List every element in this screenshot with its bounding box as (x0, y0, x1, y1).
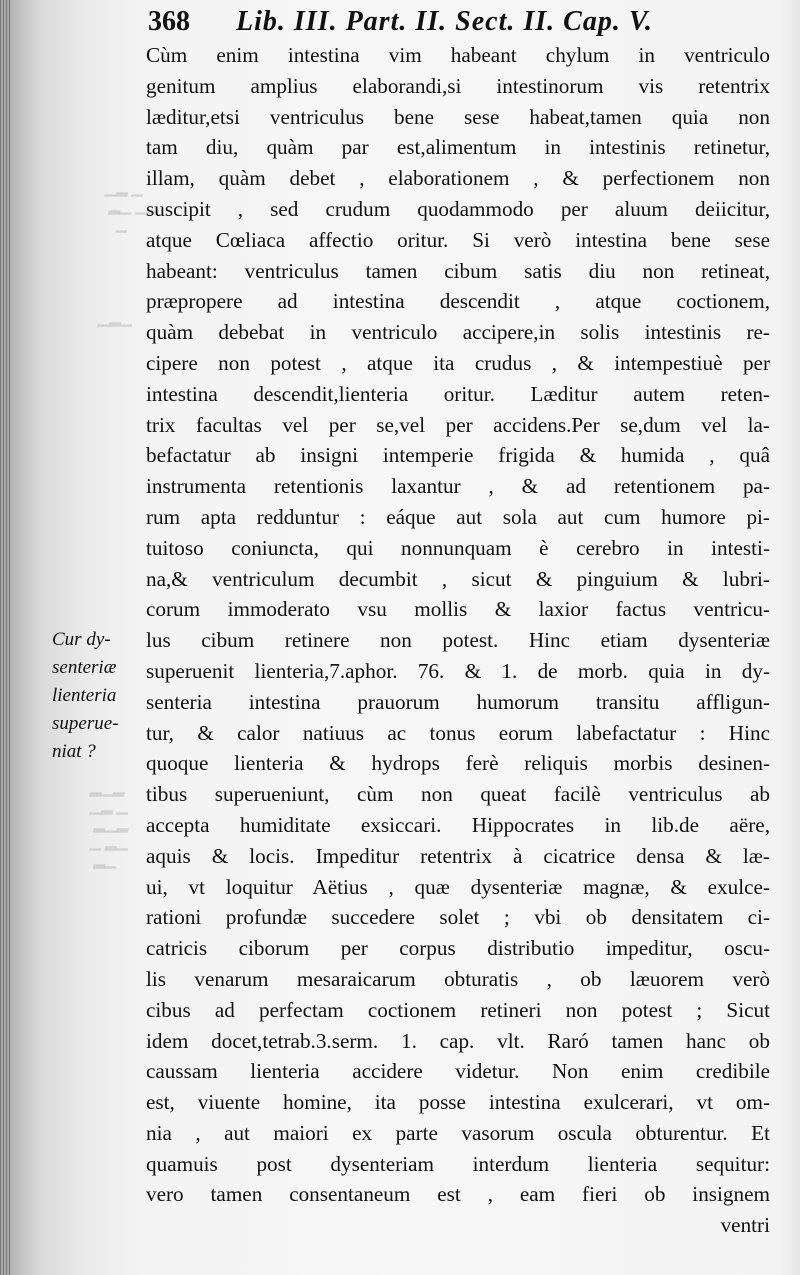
text-line: lus cibum retinere non potest. Hinc etiam dysenteriæ (146, 628, 770, 653)
text-line: trix facultas vel per se,vel per accidens.Per se,dum vel la- (146, 412, 770, 437)
text-line: accepta humiditate exsiccari. Hippocrates in lib.de aëre, (146, 812, 770, 837)
text-line: tur, & calor natiuus ac tonus eorum labefactatur : Hinc (146, 720, 770, 745)
text-line: cibus ad perfectam coctionem retineri non potest ; Sicut (146, 997, 770, 1022)
text-line: rum apta redduntur : eáque aut sola aut cum humore pi- (146, 504, 770, 529)
text-line: tam diu, quàm par est,alimentum in intestinis retinetur, (146, 135, 770, 160)
page-number: 368 (148, 6, 190, 37)
text-line: lis venarum mesaraicarum obturatis , ob læuorem verò (146, 966, 770, 991)
text-line: catricis ciborum per corpus distributio impeditur, oscu- (146, 936, 770, 961)
text-line: quamuis post dysenteriam interdum lienteria sequitur: (146, 1151, 770, 1176)
marginal-note-line: lienteria (52, 685, 117, 706)
text-line: na,& ventriculum decumbit , sicut & pinguium & lubri- (146, 566, 770, 591)
text-line: illam, quàm debet , elaborationem , & perfectionem non (146, 166, 770, 191)
text-line: caussam lienteria accidere videtur. Non enim credibile (146, 1059, 770, 1084)
body-text (146, 40, 770, 1241)
text-line: ui, vt loquitur Aëtius , quæ dysenteriæ magnæ, & exulce- (146, 874, 770, 899)
text-line: intestina descendit,lienteria oritur. Læditur autem reten- (146, 381, 770, 406)
text-line: tibus superueniunt, cùm non queat facilè ventriculus ab (146, 782, 770, 807)
text-line: nia , aut maiori ex parte vasorum oscula obturentur. Et (146, 1120, 770, 1145)
marginal-note-line: superue- (52, 713, 119, 734)
show-through-shadow: ▁▂▁ (98, 311, 133, 327)
text-line: idem docet,tetrab.3.serm. 1. cap. vlt. Raró tamen hanc ob (146, 1028, 770, 1053)
text-line: cipere non potest , atque ita crudus , & intempestiuè per (146, 350, 770, 375)
text-line: vero tamen consentaneum est , eam fieri ob insignem (146, 1182, 770, 1207)
text-line: genitum amplius elaborandi,si intestinorum vis retentrix (146, 73, 770, 98)
text-line: instrumenta retentionis laxantur , & ad retentionem pa- (146, 474, 770, 499)
marginal-note-line: Cur dy- (52, 629, 111, 650)
text-line: tuitoso coniuncta, qui nonnunquam è cerebro in intesti- (146, 535, 770, 560)
text-line: læditur,etsi ventriculus bene sese habeat,tamen quia non (146, 104, 770, 129)
catchword: ventri (720, 1213, 770, 1238)
running-title: Lib. III. Part. II. Sect. II. Cap. V. (236, 6, 653, 37)
text-line: aquis & locis. Impeditur retentrix à cicatrice densa & læ- (146, 843, 770, 868)
text-line: superuenit lienteria,7.aphor. 76. & 1. de morb. quia in dy- (146, 658, 770, 683)
text-line: quàm debebat in ventriculo accipere,in solis intestinis re- (146, 320, 770, 345)
show-through-shadow: ▁▂ ▁ ▂▁ ▁▂ ▁ (105, 181, 159, 233)
marginal-note (52, 626, 144, 766)
text-line: rationi profundæ succedere solet ; vbi ob densitatem ci- (146, 905, 770, 930)
text-line: quoque lienteria & hydrops ferè reliquis morbis desinen- (146, 751, 770, 776)
text-line: est, viuente homine, ita posse intestina exulcerari, vt om- (146, 1090, 770, 1115)
marginal-note-line: senteriæ (52, 657, 117, 678)
text-line: præpropere ad intestina descendit , atque coctionem, (146, 289, 770, 314)
marginal-note-line: niat ? (52, 741, 96, 762)
page-header (148, 6, 768, 40)
text-line: Cùm enim intestina vim habeant chylum in ventriculo (146, 43, 770, 67)
text-line: suscipit , sed crudum quodammodo per aluum deiicitur, (146, 196, 770, 221)
text-line: corum immoderato vsu mollis & laxior factus ventricu- (146, 597, 770, 622)
text-line: befactatur ab insigni intemperie frigida & humida , quâ (146, 443, 770, 468)
show-through-shadow: ▂▁▂ ▁▂ ▁ ▂▁▂ ▁ ▂▁ ▂▁ (90, 781, 129, 869)
text-line: atque Cœliaca affectio oritur. Si verò intestina bene sese (146, 227, 770, 252)
text-line: habeant: ventriculus tamen cibum satis diu non retineat, (146, 258, 770, 283)
text-line: senteria intestina prauorum humorum transitu affligun- (146, 689, 770, 714)
